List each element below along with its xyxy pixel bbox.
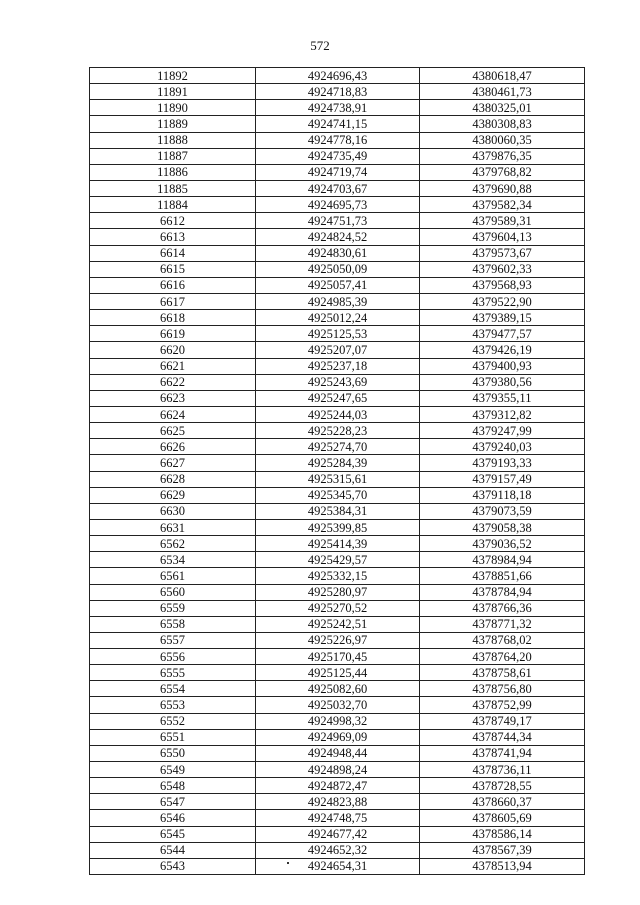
point-number-cell: 6553 xyxy=(90,697,256,713)
table-row xyxy=(90,552,585,568)
point-number-cell: 6543 xyxy=(90,858,256,874)
point-number-cell: 6629 xyxy=(90,487,256,503)
y-coordinate-cell: 4379602,33 xyxy=(420,261,585,277)
table-row xyxy=(90,148,585,164)
point-number-cell: 11884 xyxy=(90,197,256,213)
table-row xyxy=(90,649,585,665)
y-coordinate-cell: 4379355,11 xyxy=(420,390,585,406)
y-coordinate-cell: 4380325,01 xyxy=(420,100,585,116)
x-coordinate-cell: 4925242,51 xyxy=(256,616,420,632)
point-number-cell: 11892 xyxy=(90,68,256,84)
table-row xyxy=(90,632,585,648)
y-coordinate-cell: 4378851,66 xyxy=(420,568,585,584)
x-coordinate-cell: 4925226,97 xyxy=(256,632,420,648)
y-coordinate-cell: 4379477,57 xyxy=(420,326,585,342)
x-coordinate-cell: 4925057,41 xyxy=(256,277,420,293)
point-number-cell: 6627 xyxy=(90,455,256,471)
y-coordinate-cell: 4378984,94 xyxy=(420,552,585,568)
point-number-cell: 6615 xyxy=(90,261,256,277)
table-row xyxy=(90,471,585,487)
point-number-cell: 6546 xyxy=(90,810,256,826)
x-coordinate-cell: 4924778,16 xyxy=(256,132,420,148)
point-number-cell: 6616 xyxy=(90,277,256,293)
point-number-cell: 6619 xyxy=(90,326,256,342)
y-coordinate-cell: 4378749,17 xyxy=(420,713,585,729)
point-number-cell: 6625 xyxy=(90,423,256,439)
coordinates-table xyxy=(89,67,585,875)
point-number-cell: 6612 xyxy=(90,213,256,229)
point-number-cell: 6623 xyxy=(90,390,256,406)
y-coordinate-cell: 4378758,61 xyxy=(420,665,585,681)
point-number-cell: 11886 xyxy=(90,164,256,180)
table-row xyxy=(90,762,585,778)
x-coordinate-cell: 4925274,70 xyxy=(256,439,420,455)
x-coordinate-cell: 4924830,61 xyxy=(256,245,420,261)
x-coordinate-cell: 4925125,53 xyxy=(256,326,420,342)
x-coordinate-cell: 4924735,49 xyxy=(256,148,420,164)
x-coordinate-cell: 4925170,45 xyxy=(256,649,420,665)
table-row xyxy=(90,729,585,745)
y-coordinate-cell: 4379522,90 xyxy=(420,293,585,309)
y-coordinate-cell: 4379240,03 xyxy=(420,439,585,455)
x-coordinate-cell: 4924738,91 xyxy=(256,100,420,116)
table-row xyxy=(90,326,585,342)
y-coordinate-cell: 4378567,39 xyxy=(420,842,585,858)
point-number-cell: 6561 xyxy=(90,568,256,584)
y-coordinate-cell: 4378756,80 xyxy=(420,681,585,697)
y-coordinate-cell: 4380060,35 xyxy=(420,132,585,148)
point-number-cell: 6626 xyxy=(90,439,256,455)
point-number-cell: 6556 xyxy=(90,649,256,665)
x-coordinate-cell: 4925429,57 xyxy=(256,552,420,568)
table-row xyxy=(90,826,585,842)
x-coordinate-cell: 4924748,75 xyxy=(256,810,420,826)
x-coordinate-cell: 4925315,61 xyxy=(256,471,420,487)
point-number-cell: 6631 xyxy=(90,519,256,535)
y-coordinate-cell: 4378768,02 xyxy=(420,632,585,648)
y-coordinate-cell: 4379768,82 xyxy=(420,164,585,180)
x-coordinate-cell: 4924703,67 xyxy=(256,180,420,196)
x-coordinate-cell: 4924823,88 xyxy=(256,794,420,810)
x-coordinate-cell: 4925332,15 xyxy=(256,568,420,584)
y-coordinate-cell: 4379573,67 xyxy=(420,245,585,261)
point-number-cell: 11889 xyxy=(90,116,256,132)
x-coordinate-cell: 4924998,32 xyxy=(256,713,420,729)
y-coordinate-cell: 4379036,52 xyxy=(420,536,585,552)
table-row xyxy=(90,810,585,826)
point-number-cell: 11891 xyxy=(90,84,256,100)
x-coordinate-cell: 4925414,39 xyxy=(256,536,420,552)
x-coordinate-cell: 4925243,69 xyxy=(256,374,420,390)
point-number-cell: 6554 xyxy=(90,681,256,697)
y-coordinate-cell: 4379380,56 xyxy=(420,374,585,390)
table-row xyxy=(90,277,585,293)
table-row xyxy=(90,794,585,810)
y-coordinate-cell: 4379568,93 xyxy=(420,277,585,293)
x-coordinate-cell: 4925050,09 xyxy=(256,261,420,277)
y-coordinate-cell: 4379118,18 xyxy=(420,487,585,503)
table-row xyxy=(90,568,585,584)
y-coordinate-cell: 4379247,99 xyxy=(420,423,585,439)
x-coordinate-cell: 4924652,32 xyxy=(256,842,420,858)
table-row xyxy=(90,164,585,180)
point-number-cell: 6550 xyxy=(90,745,256,761)
table-row xyxy=(90,68,585,84)
table-row xyxy=(90,197,585,213)
table-row xyxy=(90,503,585,519)
table-row xyxy=(90,245,585,261)
y-coordinate-cell: 4378605,69 xyxy=(420,810,585,826)
x-coordinate-cell: 4925247,65 xyxy=(256,390,420,406)
table-row xyxy=(90,84,585,100)
point-number-cell: 6630 xyxy=(90,503,256,519)
table-row xyxy=(90,390,585,406)
y-coordinate-cell: 4379193,33 xyxy=(420,455,585,471)
coordinates-table-body xyxy=(90,68,585,875)
table-row xyxy=(90,406,585,422)
x-coordinate-cell: 4924824,52 xyxy=(256,229,420,245)
point-number-cell: 6622 xyxy=(90,374,256,390)
table-row xyxy=(90,842,585,858)
x-coordinate-cell: 4924985,39 xyxy=(256,293,420,309)
table-row xyxy=(90,681,585,697)
y-coordinate-cell: 4378586,14 xyxy=(420,826,585,842)
x-coordinate-cell: 4924719,74 xyxy=(256,164,420,180)
x-coordinate-cell: 4924872,47 xyxy=(256,778,420,794)
y-coordinate-cell: 4380461,73 xyxy=(420,84,585,100)
table-row xyxy=(90,293,585,309)
point-number-cell: 6621 xyxy=(90,358,256,374)
y-coordinate-cell: 4379400,93 xyxy=(420,358,585,374)
point-number-cell: 6534 xyxy=(90,552,256,568)
point-number-cell: 6562 xyxy=(90,536,256,552)
point-number-cell: 6551 xyxy=(90,729,256,745)
point-number-cell: 6618 xyxy=(90,310,256,326)
point-number-cell: 6628 xyxy=(90,471,256,487)
y-coordinate-cell: 4379426,19 xyxy=(420,342,585,358)
x-coordinate-cell: 4925399,85 xyxy=(256,519,420,535)
table-row xyxy=(90,858,585,874)
y-coordinate-cell: 4378752,99 xyxy=(420,697,585,713)
x-coordinate-cell: 4925125,44 xyxy=(256,665,420,681)
y-coordinate-cell: 4379389,15 xyxy=(420,310,585,326)
y-coordinate-cell: 4380618,47 xyxy=(420,68,585,84)
stray-dot xyxy=(287,862,289,864)
y-coordinate-cell: 4379604,13 xyxy=(420,229,585,245)
x-coordinate-cell: 4925012,24 xyxy=(256,310,420,326)
x-coordinate-cell: 4924741,15 xyxy=(256,116,420,132)
x-coordinate-cell: 4925280,97 xyxy=(256,584,420,600)
x-coordinate-cell: 4924969,09 xyxy=(256,729,420,745)
table-row xyxy=(90,310,585,326)
x-coordinate-cell: 4925237,18 xyxy=(256,358,420,374)
point-number-cell: 6549 xyxy=(90,762,256,778)
point-number-cell: 11887 xyxy=(90,148,256,164)
point-number-cell: 6557 xyxy=(90,632,256,648)
y-coordinate-cell: 4378771,32 xyxy=(420,616,585,632)
y-coordinate-cell: 4379157,49 xyxy=(420,471,585,487)
y-coordinate-cell: 4378744,34 xyxy=(420,729,585,745)
x-coordinate-cell: 4924695,73 xyxy=(256,197,420,213)
point-number-cell: 6620 xyxy=(90,342,256,358)
table-row xyxy=(90,536,585,552)
table-row xyxy=(90,519,585,535)
y-coordinate-cell: 4379073,59 xyxy=(420,503,585,519)
x-coordinate-cell: 4924898,24 xyxy=(256,762,420,778)
y-coordinate-cell: 4378766,36 xyxy=(420,600,585,616)
table-row xyxy=(90,455,585,471)
page-number: 572 xyxy=(310,38,330,53)
y-coordinate-cell: 4379582,34 xyxy=(420,197,585,213)
table-row xyxy=(90,132,585,148)
y-coordinate-cell: 4378736,11 xyxy=(420,762,585,778)
x-coordinate-cell: 4924718,83 xyxy=(256,84,420,100)
y-coordinate-cell: 4378513,94 xyxy=(420,858,585,874)
x-coordinate-cell: 4924677,42 xyxy=(256,826,420,842)
point-number-cell: 11890 xyxy=(90,100,256,116)
x-coordinate-cell: 4925345,70 xyxy=(256,487,420,503)
point-number-cell: 6613 xyxy=(90,229,256,245)
y-coordinate-cell: 4378784,94 xyxy=(420,584,585,600)
y-coordinate-cell: 4378741,94 xyxy=(420,745,585,761)
table-row xyxy=(90,600,585,616)
x-coordinate-cell: 4925244,03 xyxy=(256,406,420,422)
point-number-cell: 6547 xyxy=(90,794,256,810)
y-coordinate-cell: 4380308,83 xyxy=(420,116,585,132)
point-number-cell: 6544 xyxy=(90,842,256,858)
point-number-cell: 11885 xyxy=(90,180,256,196)
point-number-cell: 6552 xyxy=(90,713,256,729)
table-row xyxy=(90,745,585,761)
y-coordinate-cell: 4379058,38 xyxy=(420,519,585,535)
table-row xyxy=(90,116,585,132)
x-coordinate-cell: 4924654,31 xyxy=(256,858,420,874)
point-number-cell: 6545 xyxy=(90,826,256,842)
point-number-cell: 6614 xyxy=(90,245,256,261)
table-row xyxy=(90,261,585,277)
table-row xyxy=(90,342,585,358)
y-coordinate-cell: 4379690,88 xyxy=(420,180,585,196)
point-number-cell: 6617 xyxy=(90,293,256,309)
x-coordinate-cell: 4925384,31 xyxy=(256,503,420,519)
y-coordinate-cell: 4378764,20 xyxy=(420,649,585,665)
table-row xyxy=(90,229,585,245)
y-coordinate-cell: 4379876,35 xyxy=(420,148,585,164)
x-coordinate-cell: 4925207,07 xyxy=(256,342,420,358)
table-row xyxy=(90,616,585,632)
x-coordinate-cell: 4924948,44 xyxy=(256,745,420,761)
table-row xyxy=(90,487,585,503)
y-coordinate-cell: 4379589,31 xyxy=(420,213,585,229)
table-row xyxy=(90,100,585,116)
x-coordinate-cell: 4925270,52 xyxy=(256,600,420,616)
point-number-cell: 6548 xyxy=(90,778,256,794)
table-row xyxy=(90,665,585,681)
point-number-cell: 6560 xyxy=(90,584,256,600)
table-row xyxy=(90,697,585,713)
table-row xyxy=(90,778,585,794)
y-coordinate-cell: 4378728,55 xyxy=(420,778,585,794)
point-number-cell: 11888 xyxy=(90,132,256,148)
x-coordinate-cell: 4924751,73 xyxy=(256,213,420,229)
point-number-cell: 6559 xyxy=(90,600,256,616)
y-coordinate-cell: 4379312,82 xyxy=(420,406,585,422)
table-row xyxy=(90,213,585,229)
table-row xyxy=(90,423,585,439)
x-coordinate-cell: 4925082,60 xyxy=(256,681,420,697)
x-coordinate-cell: 4925032,70 xyxy=(256,697,420,713)
point-number-cell: 6558 xyxy=(90,616,256,632)
table-row xyxy=(90,713,585,729)
table-row xyxy=(90,358,585,374)
y-coordinate-cell: 4378660,37 xyxy=(420,794,585,810)
table-row xyxy=(90,584,585,600)
point-number-cell: 6624 xyxy=(90,406,256,422)
point-number-cell: 6555 xyxy=(90,665,256,681)
table-row xyxy=(90,439,585,455)
table-row xyxy=(90,180,585,196)
x-coordinate-cell: 4925228,23 xyxy=(256,423,420,439)
x-coordinate-cell: 4924696,43 xyxy=(256,68,420,84)
x-coordinate-cell: 4925284,39 xyxy=(256,455,420,471)
table-row xyxy=(90,374,585,390)
